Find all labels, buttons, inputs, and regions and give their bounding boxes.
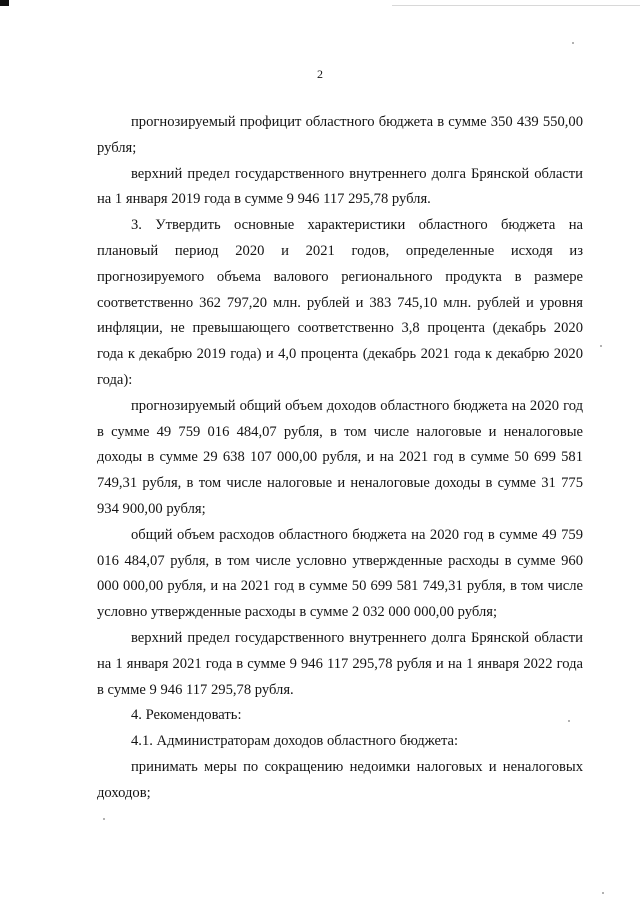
page-number: 2 (317, 67, 323, 81)
scan-edge-line (392, 5, 640, 6)
paragraph-expenses-2020-2021: общий объем расходов областного бюджета на 2020 год в сумме 49 759 016 484,07 рубля, в том числе условно утвержденные расходы в сумме 960 000 000,00 рубля, и на 2021 год в сумме 50 699 581 749,31 рубля, в том числе условно утвержденные расходы в сумме 2 032 000 000,00 рубля; (97, 526, 583, 621)
scan-speck (568, 720, 570, 722)
paragraph-item-3: 3. Утвердить основные характеристики областного бюджета на плановый период 2020 и 2021 годов, определенные исходя из прогнозируемого объема валового регионального продукта в размере соответственно 362 797,20 млн. рублей и 383 745,10 млн. рублей и уровня инфляции, не превышающего соответственно 3,8 процента (декабрь 2020 года к декабрю 2019 года) и 4,0 процента (декабрь 2021 года к декабрю 2020 года): (97, 217, 583, 388)
scan-speck (602, 892, 604, 894)
paragraph-debt-limit-2021-2022: верхний предел государственного внутреннего долга Брянской области на 1 января 2021 года в сумме 9 946 117 295,78 рубля и на 1 января 2022 года в сумме 9 946 117 295,78 рубля. (97, 629, 583, 698)
scan-speck (572, 42, 574, 44)
scan-speck (103, 818, 105, 820)
paragraph-arrears: принимать меры по сокращению недоимки налоговых и неналоговых доходов; (97, 758, 583, 801)
document-body (97, 110, 583, 807)
paragraph-revenue-2020-2021: прогнозируемый общий объем доходов областного бюджета на 2020 год в сумме 49 759 016 484,07 рубля, в том числе налоговые и неналоговые доходы в сумме 29 638 107 000,00 рубля, и на 2021 год в сумме 50 699 581 749,31 рубля, в том числе налоговые и неналоговые доходы в сумме 31 775 934 900,00 рубля; (97, 397, 583, 517)
paragraph-surplus: прогнозируемый профицит областного бюджета в сумме 350 439 550,00 рубля; (97, 114, 583, 156)
paragraph-debt-limit-2019: верхний предел государственного внутреннего долга Брянской области на 1 января 2019 года в сумме 9 946 117 295,78 рубля. (97, 165, 583, 208)
paragraph-item-4-1: 4.1. Администраторам доходов областного бюджета: (131, 733, 459, 750)
paragraph-item-4: 4. Рекомендовать: (131, 707, 242, 724)
scan-speck (600, 345, 602, 347)
scan-corner-mark (0, 0, 9, 6)
